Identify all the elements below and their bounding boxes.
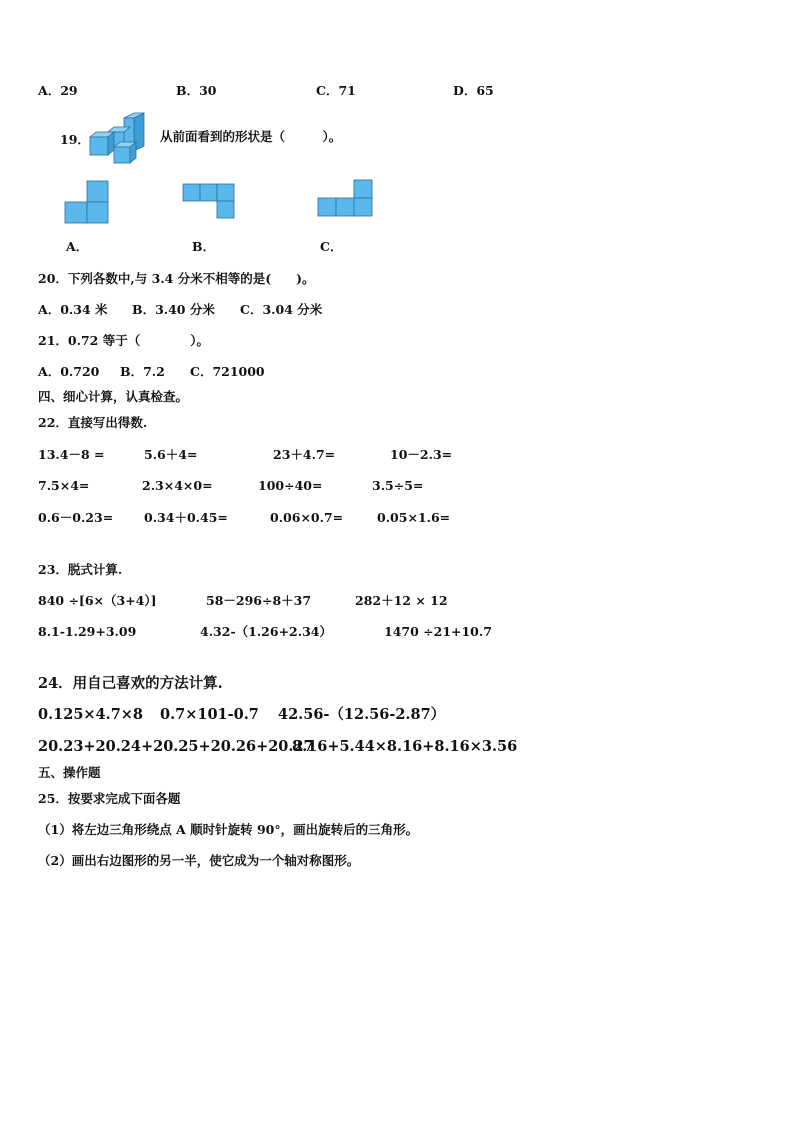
- q19-option-a-label: A．: [66, 239, 89, 254]
- q23-r1-c2: 58－296÷8＋37: [206, 593, 312, 608]
- q24-question-text: 24．用自己喜欢的方法计算.: [38, 675, 223, 692]
- q22-r2-c1: 7.5×4=: [38, 478, 90, 493]
- q22-r3-c1: 0.6－0.23=: [38, 510, 114, 525]
- q23-r1-c3: 282＋12 × 12: [355, 593, 448, 608]
- q20-option-b: B．3.40 分米: [132, 302, 215, 317]
- q24-r1-c1: 0.125×4.7×8: [38, 706, 144, 723]
- section-5-heading: 五、操作题: [38, 765, 101, 780]
- q22-r3-c2: 0.34＋0.45=: [144, 510, 228, 525]
- q22-r1-c2: 5.6＋4=: [144, 447, 198, 462]
- q21-option-b: B．7.2: [120, 364, 165, 379]
- q23-r2-c1: 8.1-1.29+3.09: [38, 624, 137, 639]
- q21-option-a: A．0.720: [38, 364, 100, 379]
- q22-question-text: 22．直接写出得数.: [38, 415, 148, 430]
- q23-r2-c3: 1470 ÷21+10.7: [384, 624, 492, 639]
- q22-r1-c1: 13.4－8 =: [38, 447, 105, 462]
- q20-question-text: 20．下列各数中,与 3.4 分米不相等的是( )。: [38, 271, 315, 286]
- q18-option-c: C．71: [316, 83, 356, 98]
- q20-option-c: C．3.04 分米: [240, 302, 323, 317]
- q21-option-c: C．721000: [190, 364, 265, 379]
- q19-option-c-shape: [317, 179, 374, 217]
- q25-question-text: 25．按要求完成下面各题: [38, 791, 181, 806]
- q22-r2-c3: 100÷40=: [258, 478, 323, 493]
- q25-item-2: （2）画出右边图形的另一半，使它成为一个轴对称图形。: [38, 853, 360, 868]
- q22-r2-c2: 2.3×4×0=: [142, 478, 213, 493]
- q22-r3-c4: 0.05×1.6=: [377, 510, 451, 525]
- q24-r1-c2: 0.7×101-0.7: [160, 706, 259, 723]
- q19-option-b-shape: [182, 183, 236, 220]
- q22-r1-c4: 10－2.3=: [390, 447, 453, 462]
- section-4-heading: 四、细心计算，认真检查。: [38, 389, 189, 404]
- q24-r2-c2: 8.16+5.44×8.16+8.16×3.56: [292, 738, 518, 755]
- q23-r2-c2: 4.32-（1.26+2.34）: [200, 624, 332, 639]
- q22-r3-c3: 0.06×0.7=: [270, 510, 344, 525]
- q18-option-d: D．65: [453, 83, 494, 98]
- q19-question-text: 从前面看到的形状是（ ）。: [160, 129, 342, 144]
- q25-item-1: （1）将左边三角形绕点 A 顺时针旋转 90°，画出旋转后的三角形。: [38, 822, 419, 837]
- q19-number: 19．: [60, 132, 90, 147]
- q19-option-a-shape: [64, 180, 110, 224]
- q22-r2-c4: 3.5÷5=: [372, 478, 424, 493]
- q19-option-c-label: C．: [320, 239, 343, 254]
- q18-option-a: A．29: [38, 83, 78, 98]
- q19-option-b-label: B．: [192, 239, 216, 254]
- q23-r1-c1: 840 ÷[6×（3+4）]: [38, 593, 157, 608]
- q24-r2-c1: 20.23+20.24+20.25+20.26+20.27: [38, 738, 314, 755]
- q22-r1-c3: 23＋4.7=: [273, 447, 336, 462]
- q24-r1-c3: 42.56-（12.56-2.87）: [278, 706, 446, 723]
- q21-question-text: 21．0.72 等于（ ）。: [38, 333, 209, 348]
- cube-stack-figure: [86, 110, 156, 166]
- q23-question-text: 23．脱式计算.: [38, 562, 123, 577]
- q18-option-b: B．30: [176, 83, 217, 98]
- q20-option-a: A．0.34 米: [38, 302, 108, 317]
